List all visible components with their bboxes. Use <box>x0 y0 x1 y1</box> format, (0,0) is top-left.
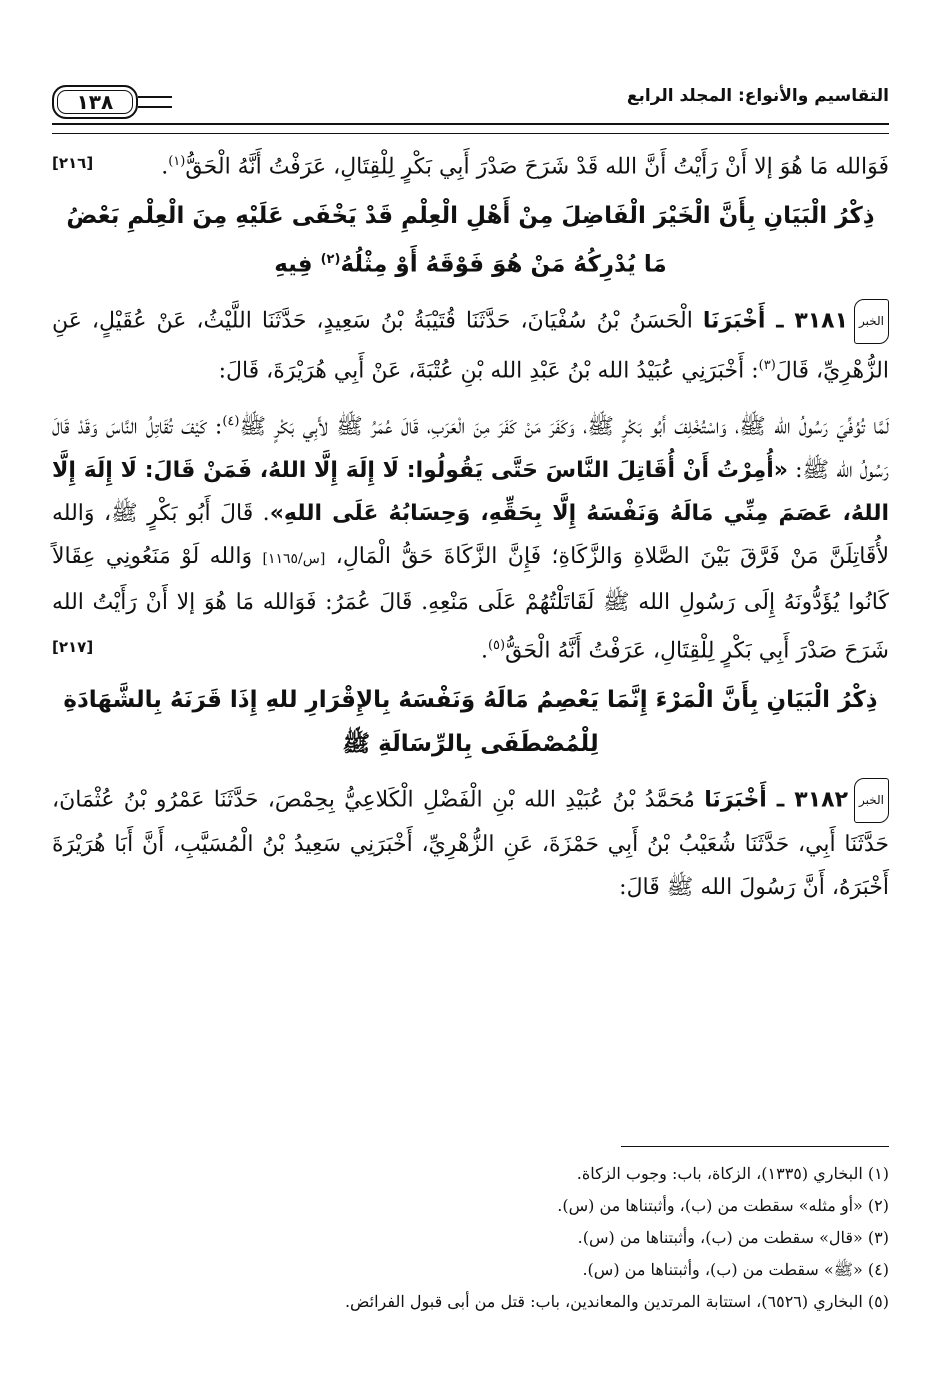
section-heading-2: ذِكْرُ الْبَيَانِ بِأَنَّ الْمَرْءَ إِنَّمَا يَعْصِمُ مَالَهُ وَنَفْسَهُ بِالإِقْرَارِ للهِ إِذَا قَرَنَهُ بِالشَّهَادَةِ لِلْمُصْطَفَى بِالرِّسَالَةِ ﷺ <box>63 686 878 757</box>
section-heading-1 <box>52 194 889 287</box>
hadith-text: وَالله لَوْ مَنَعُونِي عِقَالاً كَانُوا يُؤَدُّونَهُ إِلَى رَسُولِ الله ﷺ لَقَاتَلْتُهُمْ عَلَى مَنْعِهِ. قَالَ عُمَرُ: فَوَالله مَا هُوَ إلا أَنْ رَأَيْتُ الله شَرَحَ صَدْرَ أَبِي بَكْرٍ لِلْقِتَالِ، عَرَفْتُ أَنَّهُ الْحَقُّ <box>52 543 889 663</box>
heading-text-end: فِيهِ <box>274 251 321 278</box>
footnote-marker: (٢) <box>320 252 341 268</box>
punctuation: . <box>480 637 488 663</box>
footnote-marker: (١) <box>168 154 186 169</box>
paragraph-text: فَوَالله مَا هُوَ إلا أَنْ رَأَيْتُ أَنَّ الله قَدْ شَرَحَ صَدْرَ أَبِي بَكْرٍ لِلْقِتَالِ، عَرَفْتُ أَنَّهُ الْحَقُّ <box>185 154 889 180</box>
punctuation: . <box>161 154 169 180</box>
footnote-separator <box>621 1146 889 1147</box>
footnote-marker: (٤) <box>222 414 240 430</box>
manuscript-marker: [س/١١٦٥] <box>262 550 326 567</box>
hadith-text: : كَيْفَ تُقَاتِلُ النَّاسَ وَقَدْ قَالَ رَسُولُ الله ﷺ: <box>52 414 889 483</box>
prophetic-quote: «أُمِرْتُ أَنْ أُقَاتِلَ النَّاسَ حَتَّى يَقُولُوا: لَا إِلَهَ إِلَّا اللهُ، فَمَنْ قَالَ: لَا إِلَهَ إِلَّا اللهُ، عَصَمَ مِنِّي مَالَهُ وَنَفْسَهُ إِلَّا بِحَقِّهِ، وَحِسَابُهُ عَلَى اللهِ» <box>52 457 890 526</box>
hadith-3182 <box>52 778 889 909</box>
book-page <box>52 0 889 1379</box>
footnote: (٤) «ﷺ» سقطت من (ب)، وأثبتناها من (س). <box>582 1260 889 1279</box>
hadith-text: . قَالَ أَبُو بَكْرٍ ﷺ، وَالله لأُقَاتِلَنَّ مَنْ فَرَّقَ بَيْنَ الصَّلاةِ وَالزَّكَاةِ؛ فَإِنَّ الزَّكَاةَ حَقُّ الْمَالِ، <box>52 500 889 569</box>
khabar-badge: الخبر <box>854 778 889 823</box>
heading-text: ذِكْرُ الْبَيَانِ بِأَنَّ الْخَيْرَ الْفَاضِلَ مِنْ أَهْلِ الْعِلْمِ قَدْ يَخْفَى عَلَيْهِ مِنَ الْعِلْمِ بَعْضُ مَا يُدْرِكُهُ مَنْ هُوَ فَوْقَهُ أَوْ مِثْلُهُ <box>66 203 875 278</box>
footnote-marker: (٣) <box>758 357 776 373</box>
hadith-chain-end: : أَخْبَرَنِي عُبَيْدُ الله بْنُ عَبْدِ الله بْنِ عُتْبَةَ، عَنْ أَبِي هُرَيْرَةَ، قَالَ: <box>218 358 759 384</box>
footnote: (٣) «قال» سقطت من (ب)، وأثبتناها من (س). <box>577 1228 889 1247</box>
page-header <box>52 86 889 126</box>
page-number-group <box>52 86 172 118</box>
page-content <box>52 140 889 909</box>
footnote: (٥) البخاري (٦٥٢٦)، استتابة المرتدين والمعاندين، باب: قتل من أبى قبول الفرائض. <box>344 1292 889 1311</box>
hadith-continuation <box>52 140 889 188</box>
header-rule <box>52 123 889 134</box>
footnote-marker: (٥) <box>487 637 506 653</box>
hadith-number: ٣١٨١ ـ أَخْبَرَنَا <box>702 308 849 334</box>
page-number: ١٣٨ <box>52 85 138 119</box>
hadith-reference: [٢١٦] <box>52 154 94 173</box>
hadith-3181-text <box>52 400 889 672</box>
footnotes <box>52 1158 889 1318</box>
footnote: (٢) «أو مثله» سقطت من (ب)، وأثبتناها من (س). <box>557 1196 889 1215</box>
hadith-number: ٣١٨٢ ـ أَخْبَرَنَا <box>704 787 849 813</box>
hadith-reference: [٢١٧] <box>52 637 94 656</box>
running-title: التقاسيم والأنواع: المجلد الرابع <box>626 86 889 106</box>
hadith-chain: الْحَسَنُ بْنُ سُفْيَانَ، حَدَّثَنَا قُتَيْبَةُ بْنُ سَعِيدٍ، حَدَّثَنَا اللَّيْثُ، عَنْ عُقَيْلٍ، عَنِ الزُّهْرِيِّ، قَالَ <box>52 308 889 384</box>
footnote: (١) البخاري (١٣٣٥)، الزكاة، باب: وجوب الزكاة. <box>576 1164 889 1183</box>
hadith-chain: مُحَمَّدُ بْنُ عُبَيْدِ الله بْنِ الْفَضْلِ الْكَلاعِيُّ بِحِمْصَ، حَدَّثَنَا عَمْرُو بْنُ عُثْمَانَ، حَدَّثَنَا أَبِي، حَدَّثَنَا شُعَيْبُ بْنُ أَبِي حَمْزَةَ، عَنِ الزُّهْرِيِّ، أَخْبَرَنِي سَعِيدُ بْنُ الْمُسَيَّبِ، أَنَّ أَبَا هُرَيْرَةَ أَخْبَرَهُ، أَنَّ رَسُولَ الله ﷺ قَالَ: <box>52 787 889 900</box>
page-number-rule <box>138 96 172 108</box>
hadith-text: لَمَّا تُوُفِّيَ رَسُولُ الله ﷺ، وَاسْتُخْلِفَ أَبُو بَكْرٍ ﷺ، وَكَفَرَ مَنْ كَفَرَ مِنَ الْعَرَبِ، قَالَ عُمَرُ ﷺ لأَبِي بَكْرٍ ﷺ <box>239 414 889 440</box>
khabar-badge: الخبر <box>854 299 889 344</box>
hadith-3181 <box>52 299 889 392</box>
